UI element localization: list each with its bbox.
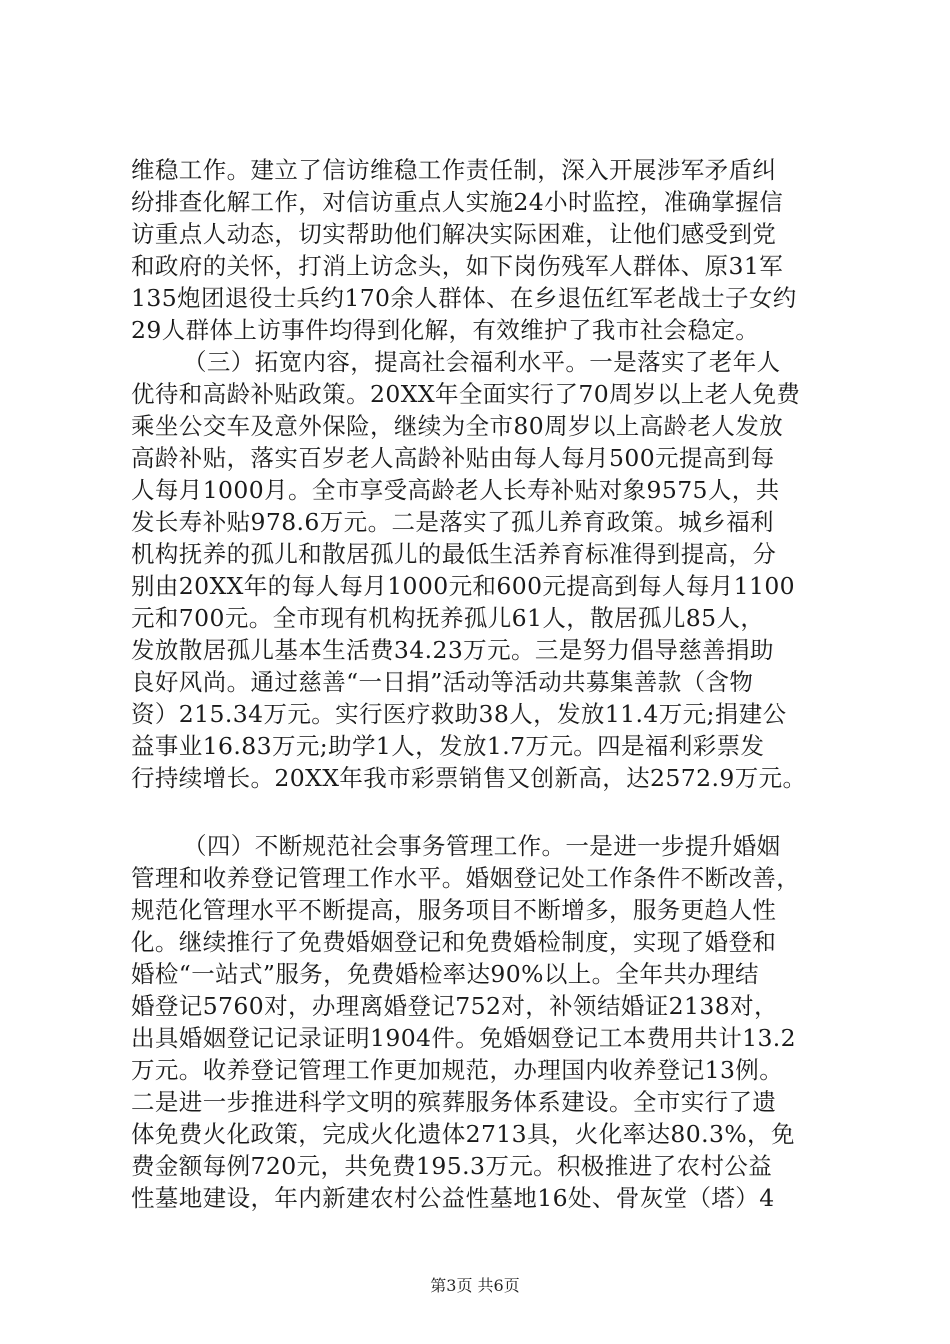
text-line: 发放散居孤儿基本生活费34.23万元。三是努力倡导慈善捐助 bbox=[131, 636, 774, 664]
text-line: 29人群体上访事件均得到化解，有效维护了我市社会稳定。 bbox=[131, 316, 760, 344]
text-line: 益事业16.83万元;助学1人，发放1.7万元。四是福利彩票发 bbox=[131, 732, 765, 760]
text-line: 机构抚养的孤儿和散居孤儿的最低生活养育标准得到提高，分 bbox=[131, 540, 777, 568]
text-line: 良好风尚。通过慈善“一日捐”活动等活动共募集善款（含物 bbox=[131, 668, 754, 696]
page-number-footer: 第3页 共6页 bbox=[430, 1276, 520, 1295]
document-body bbox=[131, 154, 831, 1214]
text-line: 二是进一步推进科学文明的殡葬服务体系建设。全市实行了遗 bbox=[131, 1088, 777, 1116]
text-line: 发长寿补贴978.6万元。二是落实了孤儿养育政策。城乡福利 bbox=[131, 508, 774, 536]
text-line: 访重点人动态，切实帮助他们解决实际困难，让他们感受到党 bbox=[131, 220, 777, 248]
text-line: 万元。收养登记管理工作更加规范，办理国内收养登记13例。 bbox=[131, 1056, 784, 1084]
text-line: 纷排查化解工作，对信访重点人实施24小时监控，准确掌握信 bbox=[131, 188, 784, 216]
paragraph-spacer bbox=[131, 794, 831, 830]
text-line: 管理和收养登记管理工作水平。婚姻登记处工作条件不断改善， bbox=[131, 864, 801, 892]
text-line: 和政府的关怀，打消上访念头，如下岗伤残军人群体、原31军 bbox=[131, 252, 784, 280]
paragraph-welfare bbox=[131, 346, 831, 794]
text-line: 规范化管理水平不断提高，服务项目不断增多，服务更趋人性 bbox=[131, 896, 777, 924]
text-line: （三）拓宽内容，提高社会福利水平。一是落实了老年人 bbox=[183, 348, 781, 376]
text-line: 乘坐公交车及意外保险，继续为全市80周岁以上高龄老人发放 bbox=[131, 412, 784, 440]
text-line: 婚检“一站式”服务，免费婚检率达90%以上。全年共办理结 bbox=[131, 960, 759, 988]
text-line: 资）215.34万元。实行医疗救助38人，发放11.4万元;捐建公 bbox=[131, 700, 787, 728]
text-line: 维稳工作。建立了信访维稳工作责任制，深入开展涉军矛盾纠 bbox=[131, 156, 777, 184]
text-line: 化。继续推行了免费婚姻登记和免费婚检制度，实现了婚登和 bbox=[131, 928, 777, 956]
paragraph-affairs bbox=[131, 830, 831, 1214]
text-line: （四）不断规范社会事务管理工作。一是进一步提升婚姻 bbox=[183, 832, 781, 860]
text-line: 元和700元。全市现有机构抚养孤儿61人，散居孤儿85人， bbox=[131, 604, 765, 632]
paragraph-stability bbox=[131, 154, 831, 346]
text-line: 体免费火化政策，完成火化遗体2713具，火化率达80.3%，免 bbox=[131, 1120, 795, 1148]
text-line: 费金额每例720元，共免费195.3万元。积极推进了农村公益 bbox=[131, 1152, 773, 1180]
text-line: 性墓地建设，年内新建农村公益性墓地16处、骨灰堂（塔）4 bbox=[131, 1184, 775, 1212]
text-line: 别由20XX年的每人每月1000元和600元提高到每人每月1100 bbox=[131, 572, 796, 600]
text-line: 出具婚姻登记记录证明1904件。免婚姻登记工本费用共计13.2 bbox=[131, 1024, 797, 1052]
text-line: 行持续增长。20XX年我市彩票销售又创新高，达2572.9万元。 bbox=[131, 764, 807, 792]
text-line: 高龄补贴，落实百岁老人高龄补贴由每人每月500元提高到每 bbox=[131, 444, 775, 472]
text-line: 优待和高龄补贴政策。20XX年全面实行了70周岁以上老人免费 bbox=[131, 380, 801, 408]
text-line: 婚登记5760对，办理离婚登记752对，补领结婚证2138对， bbox=[131, 992, 778, 1020]
text-line: 135炮团退役士兵约170余人群体、在乡退伍红军老战士子女约 bbox=[131, 284, 797, 312]
text-line: 人每月1000月。全市享受高龄老人长寿补贴对象9575人，共 bbox=[131, 476, 780, 504]
